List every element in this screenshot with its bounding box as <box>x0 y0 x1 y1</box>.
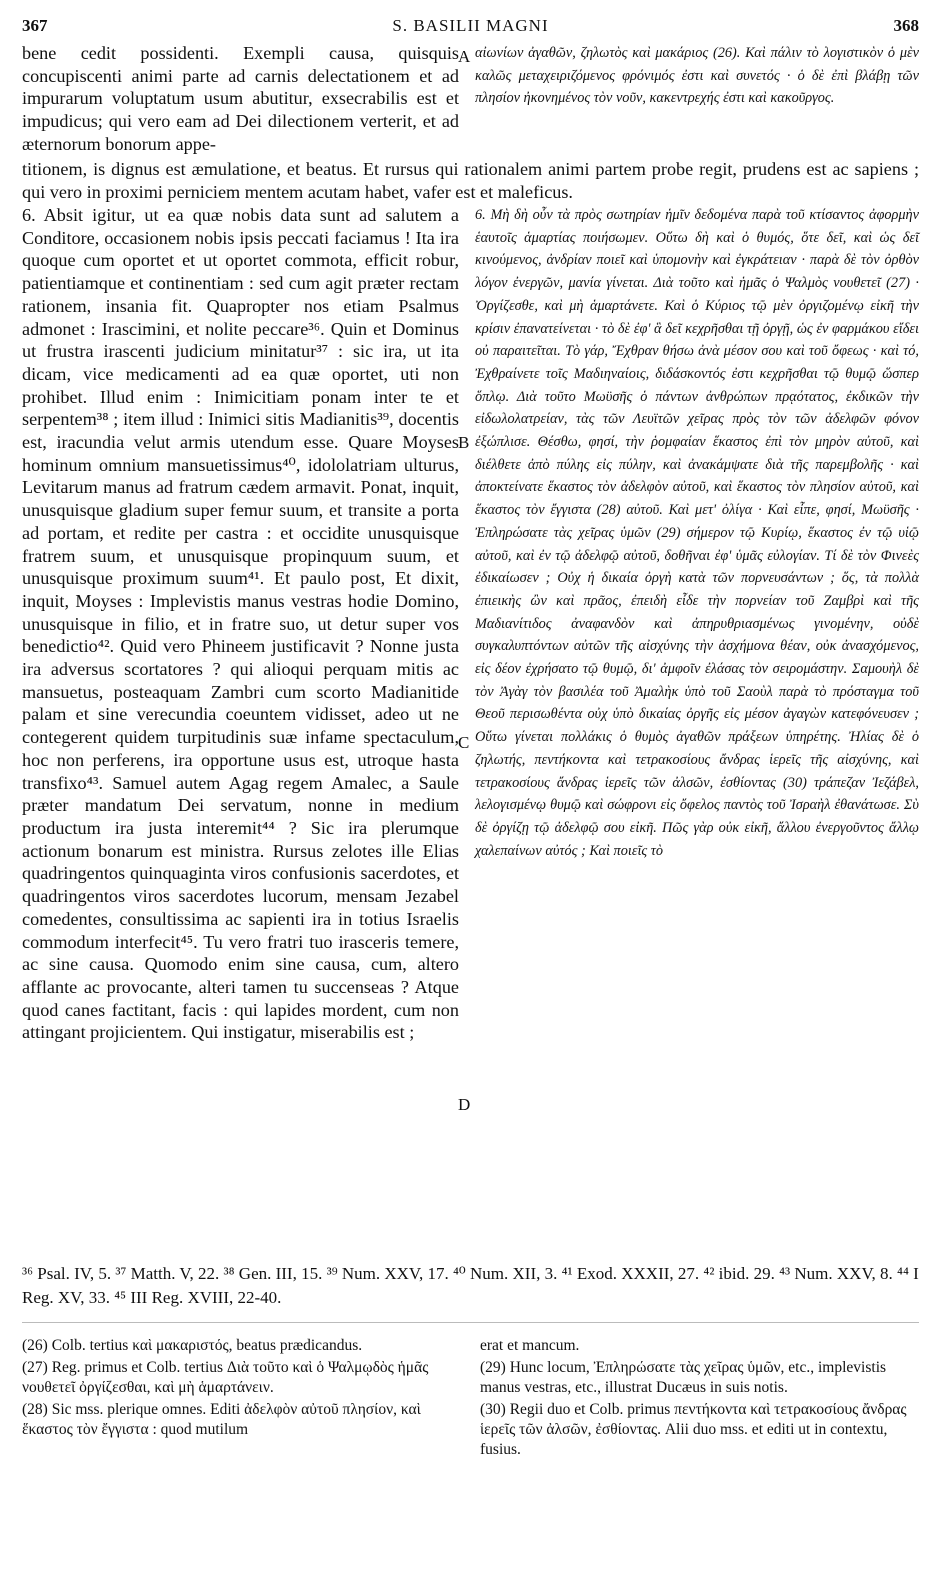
scripture-references: ³⁶ Psal. IV, 5. ³⁷ Matth. V, 22. ³⁸ Gen. III, 15. ³⁹ Num. XXV, 17. ⁴⁰ Num. XII, 3. ⁴¹ Exod. XXXII, 27. ⁴² ibid. 29. ⁴³ Num. XXV, 8. ⁴⁴ I Reg. XV, 33. ⁴⁵ III Reg. XVIII, 22-40. <box>22 1264 919 1307</box>
note-30: (30) Regii duo et Colb. primus πεντήκοντα καὶ τετρακοσίους ἄνδρας ἱερεῖς τῶν ἀλσῶν, ἐσθίοντας. Alii duo mss. et editi ut in contextu, fusius. <box>480 1401 907 1458</box>
margin-marker-d: D <box>458 1095 471 1114</box>
running-header <box>22 14 919 42</box>
page-number-left: 367 <box>22 16 48 35</box>
note-29: (29) Hunc locum, Ἐπληρώσατε τὰς χεῖρας ὑμῶν, etc., implevistis manus vestras, etc., illustrat Ducæus in suis notis. <box>480 1359 887 1396</box>
margin-marker-a: A <box>458 47 471 66</box>
note-28-continued: erat et mancum. <box>480 1337 580 1354</box>
running-title: S. BASILII MAGNI <box>392 16 549 35</box>
latin-column-main: 6. Absit igitur, ut ea quæ nobis data sunt ad salutem a Conditore, occasionem nobis ipsis peccati faciamus ! Ita ira quoque cum oportet et ut oportet commota, efficit robur, patientiamque et continentiam : sed cum agit præter rectam rationem, insania fit. Quapropter nos etiam Psalmus admonet : Irascimini, et nolite peccare³⁶. Quin et Dominus ut frustra irascenti judicium minitatur³⁷ : sic ira, ut ita dicam, vice medicamenti ad ea quæ oportet, uti non prohibet. Illud enim : Inimicitiam ponam inter te et serpentem³⁸ ; item illud : Inimici sitis Madianitis³⁹, docentis est, iracundia velut armis utendum esse. Quare Moyses hominum omnium mansuetissimus⁴⁰, idololatriam ulturus, Levitarum manus ad fratrum cædem armavit. Ponat, inquit, unusquisque gladium super femur suum, et transite a porta ad portam, et redite per castra : et occidite unusquisque fratrem suum, et unusquisque propinquum suum, et unusquisque proximum suum⁴¹. Et paulo post, Et dixit, inquit, Moyses : Implevistis manus vestras hodie Domino, unusquisque in filio, et in fratre suo, ut detur super vos benedictio⁴². Quid vero Phineem justificavit ? Nonne justa ira adversus scortatores ? qui alioqui perquam mitis ac mansuetus, posteaquam Zambri cum scorto Madianitide palam et sine verecundia coeuntem vidisset, adeo ut ne contegerent quidem turpitudinis suæ infame spectaculum, hoc non perferens, ira opportune usus est, utroque hasta transfixo⁴³. Samuel autem Agag regem Amalec, a Saule præter mandatum Dei servatum, nonne in medium productum ira justa interemit⁴⁴ ? Sic ira plerumque actionum bonarum est ministra. Rursus zelotes ille Elias quadringentos quinquaginta viros confusionis sacerdotes, et quadringentos viros sacerdotes lucorum, mensam Jezabel comedentes, consultissima ac sapienti ira in totius Israelis commodum interfecit⁴⁵. Tu vero fratri tuo irasceris temere, ac sine causa. Quomodo enim sine causa, cum, altero afflante ac provocante, alteri tamen tu succenseas ? Atque quod canes factitant, facis : qui lapides mordent, cum non attingant projicientem. Qui instigatur, miserabilis est ; <box>22 205 459 1043</box>
page-number-right: 368 <box>893 16 919 35</box>
latin-full-width: titionem, is dignus est æmulatione, et beatus. Et rursus qui rationalem animi partem probe regit, prudens est ac sapiens ; qui vero in proximi perniciem mentem acutam habet, vafer est et maleficus. <box>22 159 919 202</box>
note-28: (28) Sic mss. plerique omnes. Editi ἀδελφὸν αὐτοῦ πλησίον, καὶ ἕκαστος τὸν ἔγγιστα : quod mutilum <box>22 1401 421 1438</box>
full-width-section <box>22 158 919 204</box>
latin-column-top: bene cedit possidenti. Exempli causa, quisquis concupiscenti animi parte ad carnis delectationem et ad impurarum voluptatum usum abutitur, exsecrabilis est et impudicus; qui vero eam ad Dei dilectionem verterit, et ad æternorum bonorum appe- <box>22 43 459 154</box>
notes-divider <box>22 1322 919 1323</box>
margin-marker-b: B <box>458 433 470 452</box>
notes-right-column <box>480 1336 919 1462</box>
note-27: (27) Reg. primus et Colb. tertius Διὰ τοῦτο καὶ ὁ Ψαλμῳδὸς ἡμᾶς νουθετεῖ ὀργίζεσθαι, καὶ μὴ ἁμαρτάνειν. <box>22 1359 429 1396</box>
top-section <box>22 42 919 158</box>
greek-column-top: αἰωνίων ἀγαθῶν, ζηλωτὸς καὶ μακάριος (26). Καὶ πάλιν τὸ λογιστικὸν ὁ μὲν καλῶς μεταχειριζόμενος φρόνιμός ἐστι καὶ συνετός · ὁ δὲ ἐπὶ βλάβῃ τῶν πλησίον ἠκονημένος τὸν νοῦν, κακεντρεχής ἐστι καὶ κακοῦργος. <box>475 45 919 107</box>
greek-column-main: 6. Μὴ δὴ οὖν τὰ πρὸς σωτηρίαν ἡμῖν δεδομένα παρὰ τοῦ κτίσαντος ἀφορμὴν ἑαυτοῖς ἁμαρτίας ποιήσωμεν. Οὕτω δὴ καὶ ὁ θυμός, ὅτε δεῖ, καὶ ὡς δεῖ κινούμενος, ἀνδρίαν ποιεῖ καὶ ὑπομονὴν καὶ ἐγκράτειαν · παρὰ δὲ τὸν ὀρθὸν λόγον ἐνεργῶν, μανία γίνεται. Διὰ τοῦτο καὶ ἡμᾶς ὁ Ψαλμὸς νουθετεῖ (27) · Ὀργίζεσθε, καὶ μὴ ἁμαρτάνετε. Καὶ ὁ Κύριος τῷ μὲν ὀργιζομένῳ εἰκῆ τὴν κρίσιν ἐπανατείνεται · τὸ δὲ ἐφ' ἃ δεῖ κεχρῆσθαι τῇ ὀργῇ, ὡς ἐν φαρμάκου εἴδει οὐ παραιτεῖται. Τὸ γάρ, Ἔχθραν θήσω ἀνὰ μέσον σου καὶ τοῦ ὄφεως · καὶ τό, Ἐχθραίνετε τοῖς Μαδιηναίοις, διδάσκοντός ἐστι κεχρῆσθαι τῷ θυμῷ ὥσπερ ὅπλῳ. Διὰ τοῦτο Μωϋσῆς ὁ πάντων ἀνθρώπων πρᾳότατος, ἐκδικῶν τὴν εἰδωλολατρείαν, τὰς τῶν Λευϊτῶν χεῖρας πρὸς τὸν τῶν ἀδελφῶν φόνον ἐξώπλισε. Θέσθω, φησί, τὴν ῥομφαίαν ἕκαστος ἐπὶ τὸν μηρὸν αὐτοῦ, καὶ διέλθετε ἀπὸ πύλης εἰς πύλην, καὶ ἀνακάμψατε διὰ τῆς παρεμβολῆς · καὶ ἀποκτείνατε ἕκαστος τὸν ἀδελφὸν αὐτοῦ, καὶ ἕκαστος τὸν πλησίον αὐτοῦ, καὶ ἕκαστος τὸν ἔγγιστα (28) αὐτοῦ. Καὶ μετ' ὀλίγα · Καὶ εἶπε, φησί, Μωϋσῆς · Ἐπληρώσατε τὰς χεῖρας ὑμῶν (29) σήμερον τῷ Κυρίῳ, ἕκαστος ἐν τῷ υἱῷ αὐτοῦ, καὶ ἐν τῷ ἀδελφῷ αὐτοῦ, δοθῆναι ἐφ' ὑμᾶς εὐλογίαν. Τί δὲ τὸν Φινεὲς ἐδικαίωσεν ; Οὐχ ἡ δικαία ὀργὴ κατὰ τῶν πορνευσάντων ; ὅς, τὰ πολλὰ ἐπιεικὴς ὢν καὶ πρᾶος, ἐπειδὴ εἶδε τὴν πορνείαν τοῦ Ζαμβρὶ καὶ τῆς Μαδιανίτιδος ἀναφανδὸν καὶ ἀπηρυθριασμένως γινομένην, οὐδὲ συγκαλυπτόντων αὐτῶν τῆς αἰσχύνης τὴν ἀσχήμονα θέαν, οὐκ ἀνασχόμενος, εἰς δέον ἐχρήσατο τῷ θυμῷ, δι' ἀμφοῖν ἐλάσας τὸν σειρομάστην. Σαμουὴλ δὲ τὸν Ἀγὰγ τὸν βασιλέα τοῦ Ἀμαλὴκ ὑπὸ τοῦ Σαοὺλ παρὰ τὸ πρόσταγμα τοῦ Θεοῦ περισωθέντα οὐχ ὑπὸ δικαίας ὀργῆς εἰς μέσον ἀγαγὼν κατεφόνευσεν ; Οὕτω γίνεται πολλάκις ὁ θυμὸς ἀγαθῶν πράξεων ὑπηρέτης. Ἠλίας δὲ ὁ ζηλωτής, πεντήκοντα καὶ τετρακοσίους ἄνδρας ἱερεῖς τῆς αἰσχύνης, καὶ τετρακοσίους ἄνδρας ἱερεῖς τῶν ἀλσῶν, ἐσθίοντας (30) τράπεζαν Ἰεζάβελ, λελογισμένῳ θυμῷ καὶ σώφρονι εἰς ὄφελος παντὸς τοῦ Ἰσραὴλ ἐθανάτωσε. Σὺ δὲ ὀργίζῃ τῷ ἀδελφῷ σου εἰκῆ. Πῶς γὰρ οὐκ εἰκῆ, ἄλλου ἐνεργοῦντος ἄλλῳ χαλεπαίνων αὐτός ; Καὶ ποιεῖς τὸ <box>475 207 919 859</box>
margin-marker-c: C <box>458 733 470 752</box>
notes-left-column <box>22 1336 462 1442</box>
note-26: (26) Colb. tertius καὶ μακαριστός, beatus prædicandus. <box>22 1337 363 1354</box>
